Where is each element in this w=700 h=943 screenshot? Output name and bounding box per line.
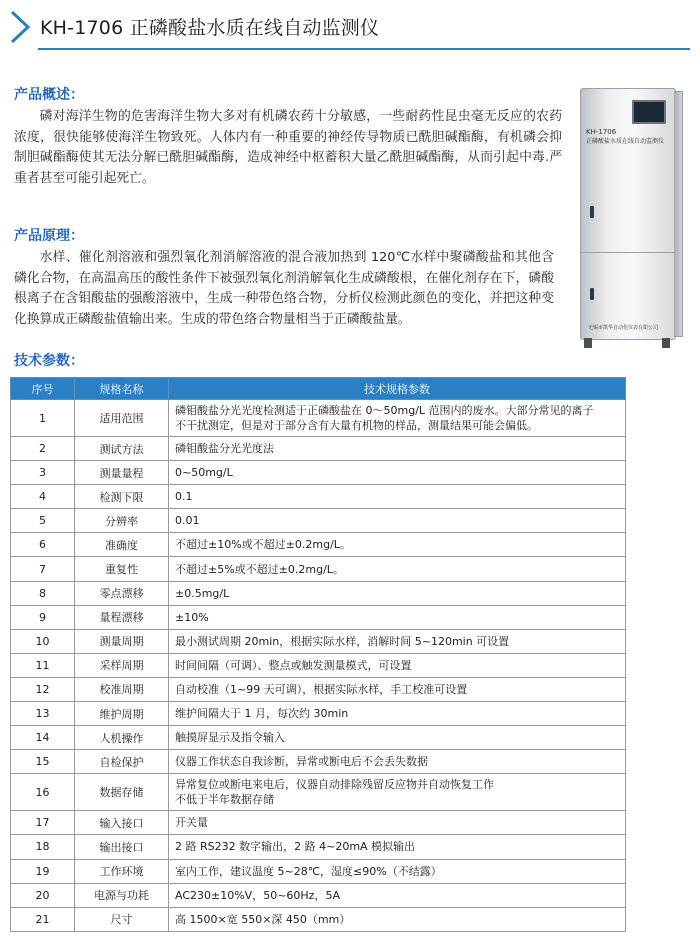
- row-spec-line: 不干扰测定，但是对于部分含有大量有机物的样品，测量结果可能会偏低。: [175, 419, 538, 432]
- page-title: KH-1706 正磷酸盐水质在线自动监测仪: [40, 17, 380, 39]
- row-no: 13: [11, 702, 75, 726]
- page-header: [0, 0, 700, 60]
- row-spec: [169, 774, 626, 811]
- table-row: [11, 653, 626, 677]
- row-no: 18: [11, 835, 75, 859]
- row-name: 重复性: [75, 557, 169, 581]
- row-name: 测试方法: [75, 437, 169, 461]
- row-spec: 0~50mg/L: [169, 461, 626, 485]
- door-lock-icon: [590, 206, 594, 218]
- row-name: 零点漂移: [75, 581, 169, 605]
- row-spec: 磷钼酸盐分光光度法: [169, 437, 626, 461]
- header-rule: [38, 48, 690, 50]
- door-lock-icon: [590, 288, 594, 300]
- table-row: [11, 835, 626, 859]
- specs-title: 技术参数：: [14, 353, 84, 369]
- table-row: [11, 461, 626, 485]
- row-no: 20: [11, 883, 75, 907]
- row-no: 1: [11, 400, 75, 437]
- row-spec: 室内工作，建议温度 5~28℃，湿度≤90%（不结露）: [169, 859, 626, 883]
- row-name: 采样周期: [75, 653, 169, 677]
- table-header-row: [11, 378, 626, 400]
- row-no: 19: [11, 859, 75, 883]
- device-model-label: KH-1706: [586, 128, 617, 136]
- row-no: 7: [11, 557, 75, 581]
- device-name-label: 正磷酸盐水质在线自动监测仪: [586, 138, 665, 145]
- row-spec: 高 1500×宽 550×深 450（mm）: [169, 907, 626, 931]
- row-no: 3: [11, 461, 75, 485]
- principle-text: 水样、催化剂溶液和强烈氧化剂消解溶液的混合液加热到 120℃水样中聚磷酸盐和其他含磷化合物，在高温高压的酸性条件下被强烈氧化剂消解氧化生成磷酸根，在催化剂存在下，磷酸根离子在含钼酸盐的强酸溶液中，生成一种带色络合物，分析仪检测此颜色的变化，并把这种变化换算成正磷酸盐值输出来。生成的带色络合物量相当于正磷酸盐量。: [14, 250, 554, 327]
- header-spec: 技术规格参数: [169, 378, 626, 400]
- row-name: 自检保护: [75, 750, 169, 774]
- table-row: [11, 581, 626, 605]
- row-name: 人机操作: [75, 726, 169, 750]
- table-row: [11, 859, 626, 883]
- overview-text: 磷对海洋生物的危害海洋生物大多对有机磷农药十分敏感，一些耐药性昆虫毫无反应的农药浓度，很快能够使海洋生物致死。人体内有一种重要的神经传导物质已酰胆碱酯酶，有机磷会抑制胆碱酯酶使其无法分解已酰胆碱酯酶，造成神经中枢蓄积大量乙酰胆碱酯酶，从而引起中毒.严重者甚至可能引起死亡。: [14, 109, 562, 186]
- row-no: 17: [11, 811, 75, 835]
- table-row: [11, 557, 626, 581]
- table-row: [11, 774, 626, 811]
- device-screen: [632, 100, 666, 124]
- device-door-divider: [580, 252, 676, 253]
- row-name: 准确度: [75, 533, 169, 557]
- row-name: 工作环境: [75, 859, 169, 883]
- row-spec: 开关量: [169, 811, 626, 835]
- table-row: [11, 883, 626, 907]
- row-spec: ±0.5mg/L: [169, 581, 626, 605]
- principle-title: 产品原理：: [14, 228, 84, 244]
- row-name: 数据存储: [75, 774, 169, 811]
- row-spec: ±10%: [169, 605, 626, 629]
- row-spec: 不超过±5%或不超过±0.2mg/L。: [169, 557, 626, 581]
- device-cabinet: [580, 88, 676, 340]
- row-spec-line: 异常复位或断电来电后，仪器自动排除残留反应物并自动恢复工作: [175, 778, 494, 792]
- row-spec: 触摸屏显示及指令输入: [169, 726, 626, 750]
- table-row: [11, 605, 626, 629]
- row-name: 尺寸: [75, 907, 169, 931]
- row-name: 量程漂移: [75, 605, 169, 629]
- row-spec: AC230±10%V，50~60Hz，5A: [169, 883, 626, 907]
- row-name: 测量量程: [75, 461, 169, 485]
- table-row: [11, 629, 626, 653]
- row-no: 10: [11, 629, 75, 653]
- chevron-right-icon: [8, 10, 32, 44]
- table-row: [11, 702, 626, 726]
- row-name: 适用范围: [75, 400, 169, 437]
- header-no: 序号: [11, 378, 75, 400]
- row-no: 9: [11, 605, 75, 629]
- header-name: 规格名称: [75, 378, 169, 400]
- device-image: [574, 88, 686, 350]
- table-row: [11, 907, 626, 931]
- row-spec: 不超过±10%或不超过±0.2mg/L。: [169, 533, 626, 557]
- row-no: 8: [11, 581, 75, 605]
- row-no: 11: [11, 653, 75, 677]
- row-spec: 0.01: [169, 509, 626, 533]
- overview-title: 产品概述：: [14, 87, 84, 103]
- table-row: [11, 726, 626, 750]
- row-name: 分辨率: [75, 509, 169, 533]
- device-maker-label: 无锡市凯华自动化仪表有限公司: [588, 325, 659, 331]
- row-name: 输入接口: [75, 811, 169, 835]
- row-no: 12: [11, 677, 75, 701]
- row-spec-line: 磷钼酸盐分光光度检测适于正磷酸盐在 0～50mg/L 范围内的废水。大部分常见的离子: [175, 404, 594, 417]
- table-row: [11, 485, 626, 509]
- row-spec: 0.1: [169, 485, 626, 509]
- row-spec: [169, 400, 626, 437]
- device-cabinet-side: [674, 91, 683, 337]
- row-no: 16: [11, 774, 75, 811]
- table-row: [11, 677, 626, 701]
- row-no: 2: [11, 437, 75, 461]
- table-row: [11, 509, 626, 533]
- table-row: [11, 811, 626, 835]
- table-row: [11, 400, 626, 437]
- table-row: [11, 437, 626, 461]
- row-spec: 时间间隔（可调）、整点或触发测量模式，可设置: [169, 653, 626, 677]
- row-spec: 自动校准（1~99 天可调），根据实际水样，手工校准可设置: [169, 677, 626, 701]
- row-no: 14: [11, 726, 75, 750]
- table-row: [11, 533, 626, 557]
- device-foot: [662, 338, 670, 348]
- row-name: 检测下限: [75, 485, 169, 509]
- device-foot: [584, 338, 592, 348]
- row-spec: 仪器工作状态自我诊断，异常或断电后不会丢失数据: [169, 750, 626, 774]
- table-row: [11, 750, 626, 774]
- row-name: 维护周期: [75, 702, 169, 726]
- row-no: 4: [11, 485, 75, 509]
- row-spec: 最小测试周期 20min，根据实际水样，消解时间 5~120min 可设置: [169, 629, 626, 653]
- row-spec: 维护间隔大于 1 月，每次约 30min: [169, 702, 626, 726]
- row-name: 校准周期: [75, 677, 169, 701]
- row-no: 6: [11, 533, 75, 557]
- row-no: 5: [11, 509, 75, 533]
- row-name: 输出接口: [75, 835, 169, 859]
- row-spec: 2 路 RS232 数字输出，2 路 4~20mA 模拟输出: [169, 835, 626, 859]
- row-name: 电源与功耗: [75, 883, 169, 907]
- specs-table: [10, 377, 626, 932]
- row-no: 15: [11, 750, 75, 774]
- row-name: 测量周期: [75, 629, 169, 653]
- row-spec-line: 不低于半年数据存储: [175, 793, 274, 807]
- row-no: 21: [11, 907, 75, 931]
